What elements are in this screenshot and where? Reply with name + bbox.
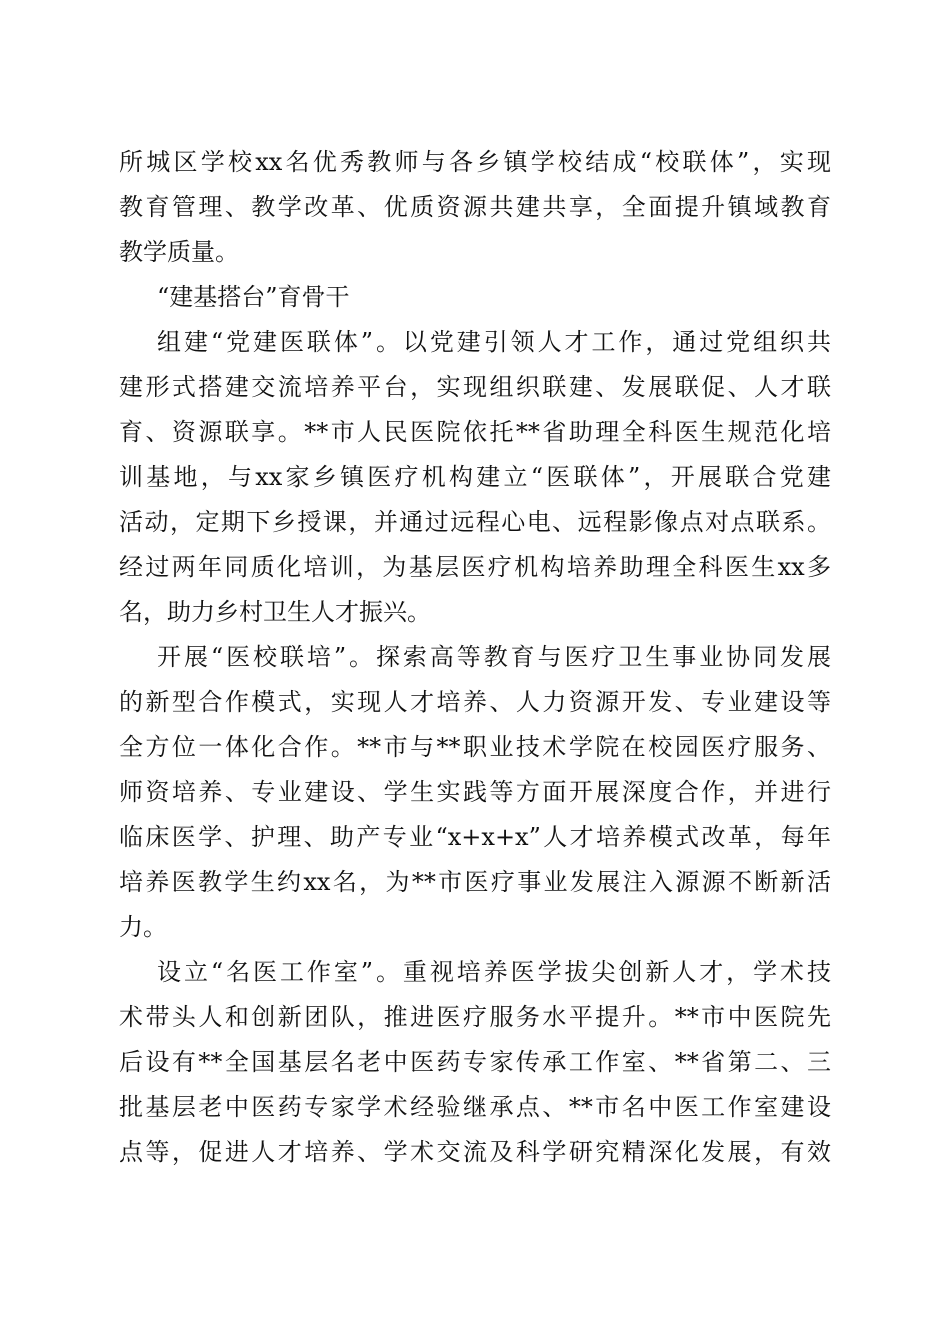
text-line: 所城区学校xx名优秀教师与各乡镇学校结成“校联体”，实现 <box>119 148 831 176</box>
text-line: 批基层老中医药专家学术经验继承点、**市名中医工作室建设 <box>119 1093 831 1121</box>
text-line: 临床医学、护理、助产专业“x+x+x”人才培养模式改革，每年 <box>119 823 831 851</box>
text-line: 术带头人和创新团队，推进医疗服务水平提升。**市中医院先 <box>119 1003 831 1031</box>
text-line: 开展“医校联培”。探索高等教育与医疗卫生事业协同发展 <box>157 643 831 671</box>
text-line: 设立“名医工作室”。重视培养医学拔尖创新人才，学术技 <box>157 958 831 986</box>
section-heading: “建基搭台”育骨干 <box>157 283 350 311</box>
text-line: 经过两年同质化培训，为基层医疗机构培养助理全科医生xx多 <box>119 553 831 581</box>
text-line: 点等，促进人才培养、学术交流及科学研究精深化发展，有效 <box>119 1138 831 1166</box>
text-line: 名，助力乡村卫生人才振兴。 <box>119 598 431 626</box>
text-line: 活动，定期下乡授课，并通过远程心电、远程影像点对点联系。 <box>119 508 831 536</box>
text-line: 教学质量。 <box>119 238 239 266</box>
text-line: 教育管理、教学改革、优质资源共建共享，全面提升镇域教育 <box>119 193 831 221</box>
text-line: 师资培养、专业建设、学生实践等方面开展深度合作，并进行 <box>119 778 831 806</box>
text-line: 的新型合作模式，实现人才培养、人力资源开发、专业建设等 <box>119 688 831 716</box>
text-line: 育、资源联享。**市人民医院依托**省助理全科医生规范化培 <box>119 418 831 446</box>
text-line: 训基地，与xx家乡镇医疗机构建立“医联体”，开展联合党建 <box>119 463 831 491</box>
text-line: 组建“党建医联体”。以党建引领人才工作，通过党组织共 <box>157 328 831 356</box>
text-line: 后设有**全国基层名老中医药专家传承工作室、**省第二、三 <box>119 1048 831 1076</box>
text-line: 力。 <box>119 913 167 941</box>
text-line: 培养医教学生约xx名，为**市医疗事业发展注入源源不断新活 <box>119 868 831 896</box>
text-line: 建形式搭建交流培养平台，实现组织联建、发展联促、人才联 <box>119 373 831 401</box>
text-line: 全方位一体化合作。**市与**职业技术学院在校园医疗服务、 <box>119 733 831 761</box>
